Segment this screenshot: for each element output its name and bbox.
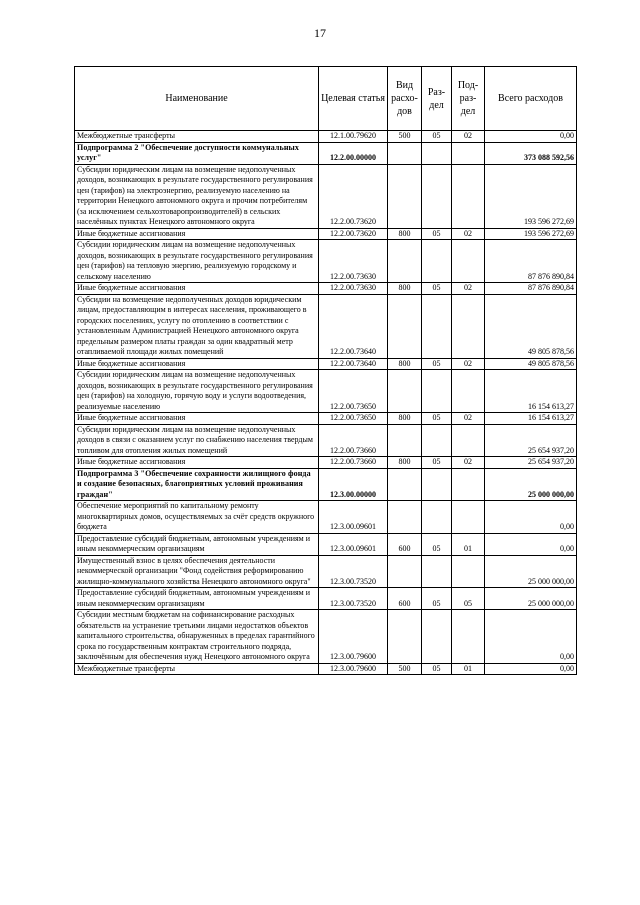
cell-subsection <box>452 424 485 457</box>
cell-name: Иные бюджетные ассигнования <box>75 413 319 425</box>
cell-section <box>422 468 452 501</box>
cell-total: 0,00 <box>485 663 577 675</box>
cell-target: 12.2.00.73650 <box>319 370 388 413</box>
cell-section: 05 <box>422 663 452 675</box>
cell-section: 05 <box>422 533 452 555</box>
cell-subsection <box>452 370 485 413</box>
cell-target: 12.3.00.79600 <box>319 663 388 675</box>
cell-name: Обеспечение мероприятий по капитальному ремонту многоквартирных домов, осуществляемых за счёт средств окружного бюджета <box>75 501 319 534</box>
cell-target: 12.2.00.00000 <box>319 142 388 164</box>
table-row <box>75 457 577 469</box>
cell-subsection <box>452 555 485 588</box>
cell-name: Иные бюджетные ассигнования <box>75 283 319 295</box>
cell-subsection <box>452 610 485 664</box>
cell-target: 12.2.00.73630 <box>319 283 388 295</box>
cell-name: Субсидии юридическим лицам на возмещение недополученных доходов в связи с оказанием услуг по снабжению населения твердым топливом для отопления жилых помещений <box>75 424 319 457</box>
cell-total: 16 154 613,27 <box>485 413 577 425</box>
cell-name: Иные бюджетные ассигнования <box>75 457 319 469</box>
cell-section: 05 <box>422 588 452 610</box>
cell-section: 05 <box>422 413 452 425</box>
cell-total: 25 000 000,00 <box>485 588 577 610</box>
header-subsection: Под-раз-дел <box>452 67 485 131</box>
subprogram-row <box>75 468 577 501</box>
table-row <box>75 424 577 457</box>
cell-subsection <box>452 142 485 164</box>
cell-name: Субсидии юридическим лицам на возмещение недополученных доходов, возникающих в результате государственного регулирования цен (тарифов) на электроэнергию, реализуемую населению на территории Ненецкого автономного округа и прочим потребителям (за исключением сельхозтоваропроизводителей) в сельских населённых пунктах Ненецкого автономного округа <box>75 164 319 228</box>
table-row <box>75 240 577 283</box>
cell-type <box>388 424 422 457</box>
cell-type: 500 <box>388 663 422 675</box>
cell-target: 12.2.00.73650 <box>319 413 388 425</box>
cell-total: 193 596 272,69 <box>485 228 577 240</box>
table-row <box>75 294 577 358</box>
table-row <box>75 413 577 425</box>
cell-section: 05 <box>422 358 452 370</box>
cell-name: Межбюджетные трансферты <box>75 131 319 143</box>
cell-name: Иные бюджетные ассигнования <box>75 358 319 370</box>
cell-name: Иные бюджетные ассигнования <box>75 228 319 240</box>
cell-section: 05 <box>422 457 452 469</box>
cell-subsection: 02 <box>452 358 485 370</box>
cell-type: 800 <box>388 228 422 240</box>
cell-type: 800 <box>388 358 422 370</box>
header-total: Всего расходов <box>485 67 577 131</box>
cell-section <box>422 370 452 413</box>
cell-target: 12.3.00.73520 <box>319 555 388 588</box>
cell-subsection: 02 <box>452 131 485 143</box>
cell-target: 12.2.00.73640 <box>319 294 388 358</box>
cell-section: 05 <box>422 283 452 295</box>
cell-target: 12.2.00.73640 <box>319 358 388 370</box>
cell-target: 12.1.00.79620 <box>319 131 388 143</box>
cell-target: 12.3.00.09601 <box>319 501 388 534</box>
cell-subsection: 02 <box>452 413 485 425</box>
cell-name: Предоставление субсидий бюджетным, автономным учреждениям и иным некоммерческим организациям <box>75 588 319 610</box>
cell-section <box>422 294 452 358</box>
cell-subsection: 02 <box>452 283 485 295</box>
cell-type <box>388 294 422 358</box>
cell-subsection <box>452 468 485 501</box>
cell-total: 0,00 <box>485 501 577 534</box>
budget-table <box>74 66 577 675</box>
subprogram-row <box>75 142 577 164</box>
cell-type: 800 <box>388 457 422 469</box>
cell-target: 12.2.00.73620 <box>319 164 388 228</box>
cell-subsection: 01 <box>452 533 485 555</box>
cell-name: Субсидии юридическим лицам на возмещение недополученных доходов, возникающих в результате государственного регулирования цен (тарифов) на тепловую энергию, реализуемую городскому и сельскому населению <box>75 240 319 283</box>
table-row <box>75 283 577 295</box>
cell-total: 87 876 890,84 <box>485 240 577 283</box>
cell-section <box>422 555 452 588</box>
cell-total: 373 088 592,56 <box>485 142 577 164</box>
table-row <box>75 228 577 240</box>
cell-subsection: 01 <box>452 663 485 675</box>
cell-total: 49 805 878,56 <box>485 358 577 370</box>
cell-name: Субсидии на возмещение недополученных доходов юридическим лицам, предоставляющим в интересах населения, проживающего в городских поселениях, услугу по отоплению в соответствии с установленным Администрацией Ненецкого автономного округа предельным размером платы граждан за один квадратный метр отапливаемой площади жилых помещений <box>75 294 319 358</box>
cell-type: 600 <box>388 533 422 555</box>
cell-subsection: 02 <box>452 228 485 240</box>
header-section: Раз-дел <box>422 67 452 131</box>
cell-target: 12.2.00.73620 <box>319 228 388 240</box>
cell-subsection <box>452 164 485 228</box>
cell-target: 12.2.00.73660 <box>319 424 388 457</box>
cell-type: 500 <box>388 131 422 143</box>
cell-section <box>422 610 452 664</box>
cell-total: 25 000 000,00 <box>485 468 577 501</box>
cell-type <box>388 555 422 588</box>
cell-total: 49 805 878,56 <box>485 294 577 358</box>
header-type: Вид расхо-дов <box>388 67 422 131</box>
cell-type <box>388 468 422 501</box>
table-row <box>75 555 577 588</box>
cell-target: 12.3.00.00000 <box>319 468 388 501</box>
cell-section <box>422 240 452 283</box>
cell-total: 25 654 937,20 <box>485 457 577 469</box>
cell-target: 12.3.00.79600 <box>319 610 388 664</box>
table-header-row <box>75 67 577 131</box>
cell-name: Субсидии юридическим лицам на возмещение недополученных доходов, возникающих в результате государственного регулирования цен (тарифов) на холодную, горячую воду и услуги водоотведения, реализуемые населению <box>75 370 319 413</box>
cell-name: Предоставление субсидий бюджетным, автономным учреждениям и иным некоммерческим организациям <box>75 533 319 555</box>
cell-target: 12.3.00.09601 <box>319 533 388 555</box>
cell-name: Подпрограмма 2 "Обеспечение доступности коммунальных услуг" <box>75 142 319 164</box>
cell-target: 12.3.00.73520 <box>319 588 388 610</box>
cell-name: Субсидии местным бюджетам на софинансирование расходных обязательств на устранение третьими лицами недостатков объектов капитального строительства, обнаруженных в пределах гарантийного срока по государственным контрактам строительного подряда, заключённым для обеспечения нужд Ненецкого автономного округа <box>75 610 319 664</box>
header-name: Наименование <box>75 67 319 131</box>
table-row <box>75 588 577 610</box>
cell-subsection <box>452 240 485 283</box>
cell-subsection <box>452 501 485 534</box>
cell-total: 0,00 <box>485 610 577 664</box>
cell-subsection: 05 <box>452 588 485 610</box>
cell-section: 05 <box>422 131 452 143</box>
cell-target: 12.2.00.73630 <box>319 240 388 283</box>
cell-total: 0,00 <box>485 131 577 143</box>
cell-section <box>422 424 452 457</box>
table-row <box>75 663 577 675</box>
table-row <box>75 358 577 370</box>
cell-target: 12.2.00.73660 <box>319 457 388 469</box>
cell-total: 25 000 000,00 <box>485 555 577 588</box>
cell-type <box>388 610 422 664</box>
table-row <box>75 610 577 664</box>
table-row <box>75 370 577 413</box>
cell-name: Подпрограмма 3 "Обеспечение сохранности жилищного фонда и создание безопасных, благоприятных условий проживания граждан" <box>75 468 319 501</box>
cell-total: 87 876 890,84 <box>485 283 577 295</box>
cell-subsection <box>452 294 485 358</box>
cell-section: 05 <box>422 228 452 240</box>
cell-name: Межбюджетные трансферты <box>75 663 319 675</box>
cell-type: 800 <box>388 413 422 425</box>
cell-type <box>388 501 422 534</box>
table-row <box>75 533 577 555</box>
cell-section <box>422 164 452 228</box>
cell-subsection: 02 <box>452 457 485 469</box>
page-number: 17 <box>314 26 326 40</box>
cell-type: 600 <box>388 588 422 610</box>
cell-section <box>422 501 452 534</box>
cell-total: 193 596 272,69 <box>485 164 577 228</box>
cell-type: 800 <box>388 283 422 295</box>
cell-type <box>388 164 422 228</box>
cell-section <box>422 142 452 164</box>
table-row <box>75 164 577 228</box>
table-row <box>75 131 577 143</box>
cell-type <box>388 142 422 164</box>
cell-total: 25 654 937,20 <box>485 424 577 457</box>
header-target: Целевая статья <box>319 67 388 131</box>
table-row <box>75 501 577 534</box>
cell-type <box>388 370 422 413</box>
cell-name: Имущественный взнос в целях обеспечения деятельности некоммерческой организации "Фонд содействия реформированию жилищно-коммунального хозяйства Ненецкого автономного округа" <box>75 555 319 588</box>
cell-type <box>388 240 422 283</box>
cell-total: 16 154 613,27 <box>485 370 577 413</box>
cell-total: 0,00 <box>485 533 577 555</box>
